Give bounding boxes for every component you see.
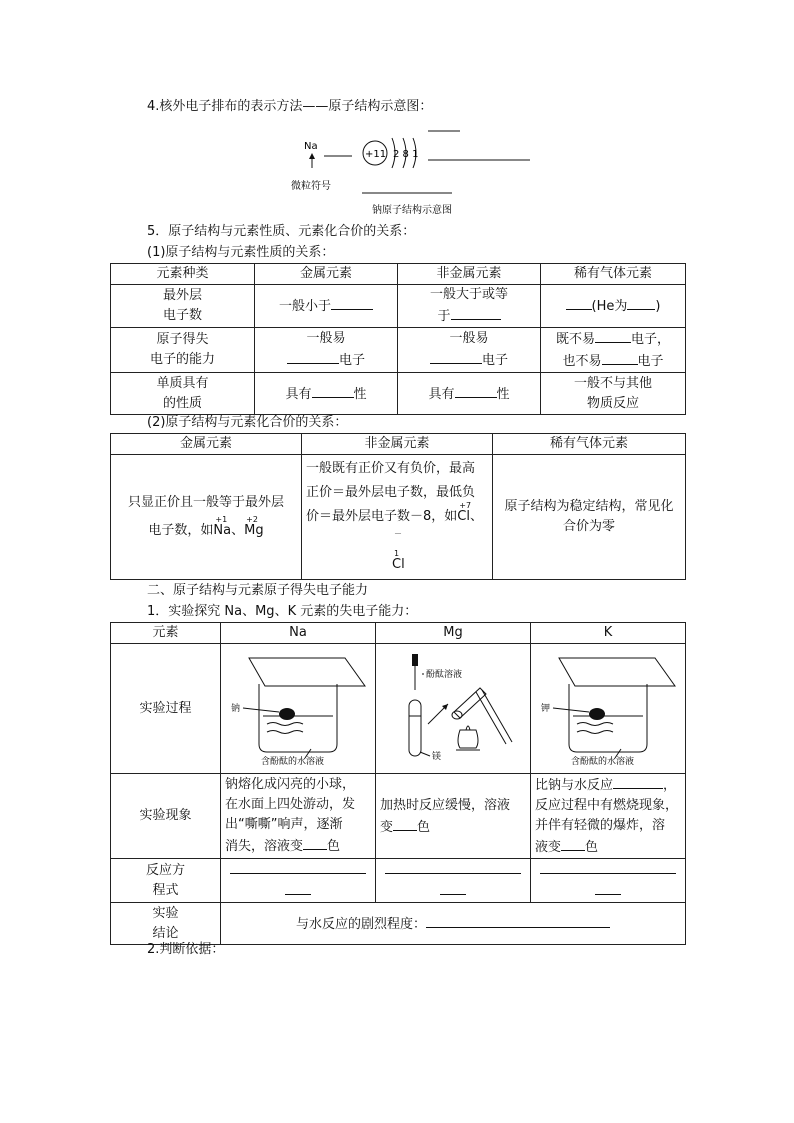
blank-field[interactable] [331,295,373,310]
cell-na-equation[interactable] [221,859,376,903]
blank-field[interactable] [455,383,497,398]
header-na: Na [221,623,376,644]
blank-field[interactable] [426,913,610,928]
part2-title: 二、原子结构与元素原子得失电子能力 [147,583,369,598]
cell-metal-outer: 一般小于 [255,285,398,328]
header-metal: 金属元素 [255,264,398,285]
na-label: Na [304,141,318,152]
mg-label-phenolphthalein: 酚酞溶液 [426,670,463,680]
particle-symbol-label: 微粒符号 [291,181,331,192]
blank-field[interactable] [602,350,638,365]
k-label: 钾 [541,704,551,714]
cell-noble-ability: 既不易 电子， 也不易 电子 [541,328,686,373]
blank-field[interactable] [451,305,501,320]
cell-na-phenomenon: 钠熔化成闪亮的小球， 在水面上四处游动，发 出“嘶嘶”响声，逐渐 消失，溶液变 色 [221,774,376,859]
header-nonmetal: 非金属元素 [302,434,493,455]
cell-metal-ability: 一般易 电子 [255,328,398,373]
part2-sub1: 1．实验探究 Na、Mg、K 元素的失电子能力： [147,604,418,619]
cell-k-equation[interactable] [531,859,686,903]
blank-field[interactable] [561,836,585,851]
experiment-table [110,622,686,945]
beaker-na-illustration [221,644,375,766]
cell-nonmetal-valence: 一般既有正价又有负价，最高 正价＝最外层电子数，最低负 价＝最外层电子数－8，如+7Cl、 －1Cl [302,455,493,580]
cell-mg-procedure [376,644,531,774]
cell-conclusion: 与水反应的剧烈程度： [221,903,686,945]
table-row [111,434,686,455]
blank-field[interactable] [393,816,417,831]
blank-field[interactable] [627,295,655,310]
row-label-outer-electrons: 最外层 电子数 [111,285,255,328]
blank-field[interactable] [440,880,466,895]
header-element-type: 元素种类 [111,264,255,285]
cell-noble-outer: (He为 ) [541,285,686,328]
section5-sub1: (1)原子结构与元素性质的关系： [147,245,335,260]
header-noble-gas: 稀有气体元素 [541,264,686,285]
part2-sub2: 2.判断依据： [147,942,225,957]
table-row [111,623,686,644]
electron-shells: 2 8 1 [393,149,419,160]
row-label-conclusion: 实验 结论 [111,903,221,945]
cell-noble-property: 一般不与其他 物质反应 [541,373,686,415]
blank-field[interactable] [285,880,311,895]
test-tube-mg-illustration [376,644,530,766]
blank-field[interactable] [230,859,366,874]
blank-field[interactable] [595,880,621,895]
header-noble-gas: 稀有气体元素 [493,434,686,455]
row-label-phenomenon: 实验现象 [111,774,221,859]
na-caption: 含酚酞的水溶液 [261,757,325,766]
blank-field[interactable] [613,774,663,789]
row-label-equation: 反应方 程式 [111,859,221,903]
mg-label-magnesium: 镁 [432,752,442,762]
header-k: K [531,623,686,644]
cell-metal-valence: 只显正价且一般等于最外层 电子数，如+1Na、+2Mg [111,455,302,580]
structure-valence-table [110,433,686,580]
blank-field[interactable] [540,859,676,874]
cell-metal-property: 具有 性 [255,373,398,415]
cell-nonmetal-property: 具有 性 [398,373,541,415]
cell-nonmetal-outer: 一般大于或等 于 [398,285,541,328]
na-label: 钠 [231,704,241,714]
k-caption: 含酚酞的水溶液 [571,757,635,766]
blank-field[interactable] [303,835,327,850]
row-label-procedure: 实验过程 [111,644,221,774]
cell-mg-equation[interactable] [376,859,531,903]
nucleus-charge: +11 [365,149,387,160]
table-row [111,455,686,580]
blank-field[interactable] [287,349,339,364]
cell-k-procedure [531,644,686,774]
header-metal: 金属元素 [111,434,302,455]
header-mg: Mg [376,623,531,644]
section4-title: 4.核外电子排布的表示方法——原子结构示意图： [147,99,433,114]
cell-nonmetal-ability: 一般易 电子 [398,328,541,373]
table-row [111,373,686,415]
cell-mg-phenomenon: 加热时反应缓慢，溶液 变 色 [376,774,531,859]
table-row [111,644,686,774]
table-row [111,859,686,903]
sodium-atom-diagram [280,118,540,218]
blank-field[interactable] [430,349,482,364]
diagram-caption: 钠原子结构示意图 [372,205,452,216]
beaker-k-illustration [531,644,685,766]
table-row [111,285,686,328]
header-nonmetal: 非金属元素 [398,264,541,285]
table-row [111,264,686,285]
structure-property-table [110,263,686,415]
table-row [111,774,686,859]
section5-sub2: (2)原子结构与元素化合价的关系： [147,415,348,430]
cell-k-phenomenon: 比钠与水反应 ， 反应过程中有燃烧现象， 并伴有轻微的爆炸，溶 液变 色 [531,774,686,859]
cell-noble-valence: 原子结构为稳定结构，常见化 合价为零 [493,455,686,580]
row-label-property: 单质具有 的性质 [111,373,255,415]
blank-field[interactable] [566,295,592,310]
section5-title: 5．原子结构与元素性质、元素化合价的关系： [147,224,416,239]
blank-field[interactable] [595,328,631,343]
table-row [111,903,686,945]
table-row [111,328,686,373]
row-label-electron-ability: 原子得失 电子的能力 [111,328,255,373]
blank-field[interactable] [312,383,354,398]
blank-field[interactable] [385,859,521,874]
cell-na-procedure [221,644,376,774]
header-element: 元素 [111,623,221,644]
